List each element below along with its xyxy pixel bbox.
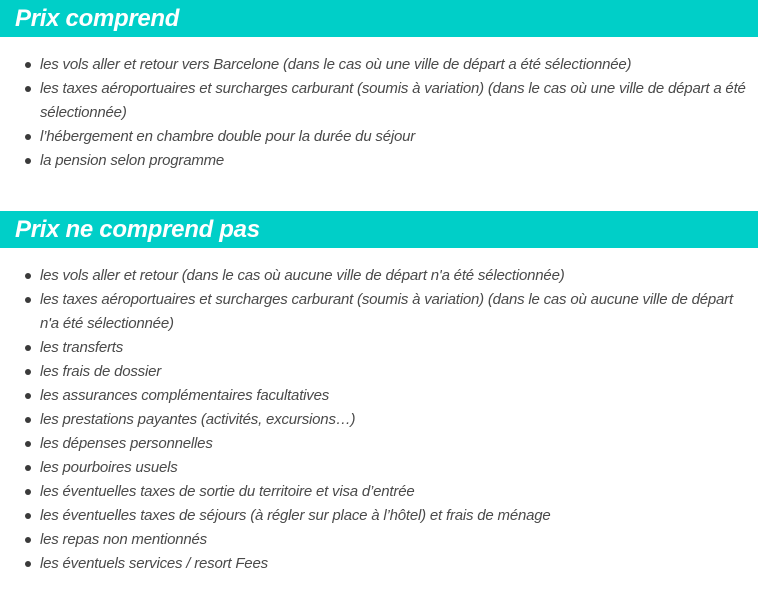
- bullet-icon: [25, 86, 31, 92]
- list-item-text: l’hébergement en chambre double pour la durée du séjour: [40, 128, 416, 145]
- bullet-icon: [25, 489, 31, 495]
- list-item: [40, 336, 758, 360]
- bullet-icon: [25, 465, 31, 471]
- section-header-excludes: [0, 211, 758, 248]
- list-item: [40, 432, 758, 456]
- list-item: [40, 125, 758, 149]
- list-item-text: les éventuels services / resort Fees: [40, 555, 268, 572]
- excluded-items-list: [0, 264, 758, 576]
- list-item: [40, 288, 758, 336]
- list-item: [40, 456, 758, 480]
- list-item-text: les taxes aéroportuaires et surcharges carburant (soumis à variation) (dans le cas où une ville de départ a été sélectionnée): [40, 80, 746, 121]
- section-spacer: [0, 173, 758, 211]
- list-item: [40, 504, 758, 528]
- list-item-text: les vols aller et retour (dans le cas où aucune ville de départ n'a été sélectionnée): [40, 267, 565, 284]
- bullet-icon: [25, 561, 31, 567]
- list-item-text: les assurances complémentaires facultatives: [40, 387, 330, 404]
- bullet-icon: [25, 158, 31, 164]
- list-item-text: les taxes aéroportuaires et surcharges carburant (soumis à variation) (dans le cas où aucune ville de départ n'a été sélectionnée): [40, 291, 733, 332]
- list-item-text: les transferts: [40, 339, 124, 356]
- bullet-icon: [25, 537, 31, 543]
- bullet-icon: [25, 273, 31, 279]
- bullet-icon: [25, 417, 31, 423]
- list-item: [40, 149, 758, 173]
- list-item-text: les éventuelles taxes de sortie du territoire et visa d’entrée: [40, 483, 415, 500]
- bullet-icon: [25, 393, 31, 399]
- list-item: [40, 264, 758, 288]
- list-item: [40, 528, 758, 552]
- list-item: [40, 552, 758, 576]
- bullet-icon: [25, 297, 31, 303]
- list-item-text: les éventuelles taxes de séjours (à régler sur place à l’hôtel) et frais de ménage: [40, 507, 551, 524]
- bullet-icon: [25, 513, 31, 519]
- list-item: [40, 480, 758, 504]
- list-item-text: la pension selon programme: [40, 152, 225, 169]
- list-item-text: les repas non mentionnés: [40, 531, 207, 548]
- list-item: [40, 360, 758, 384]
- included-items-list: [0, 53, 758, 173]
- list-item: [40, 53, 758, 77]
- list-item-text: les prestations payantes (activités, excursions…): [40, 411, 356, 428]
- list-item: [40, 77, 758, 125]
- bullet-icon: [25, 62, 31, 68]
- list-item-text: les pourboires usuels: [40, 459, 178, 476]
- list-item-text: les frais de dossier: [40, 363, 162, 380]
- list-item: [40, 384, 758, 408]
- bullet-icon: [25, 134, 31, 140]
- price-excludes-section: [0, 211, 758, 576]
- list-item: [40, 408, 758, 432]
- bullet-icon: [25, 369, 31, 375]
- bullet-icon: [25, 345, 31, 351]
- price-includes-section: [0, 0, 758, 173]
- section-header-includes: [0, 0, 758, 37]
- section-title: Prix ne comprend pas: [15, 216, 260, 243]
- bullet-icon: [25, 441, 31, 447]
- section-title: Prix comprend: [15, 5, 180, 32]
- list-item-text: les vols aller et retour vers Barcelone (dans le cas où une ville de départ a été sélectionnée): [40, 56, 632, 73]
- list-item-text: les dépenses personnelles: [40, 435, 213, 452]
